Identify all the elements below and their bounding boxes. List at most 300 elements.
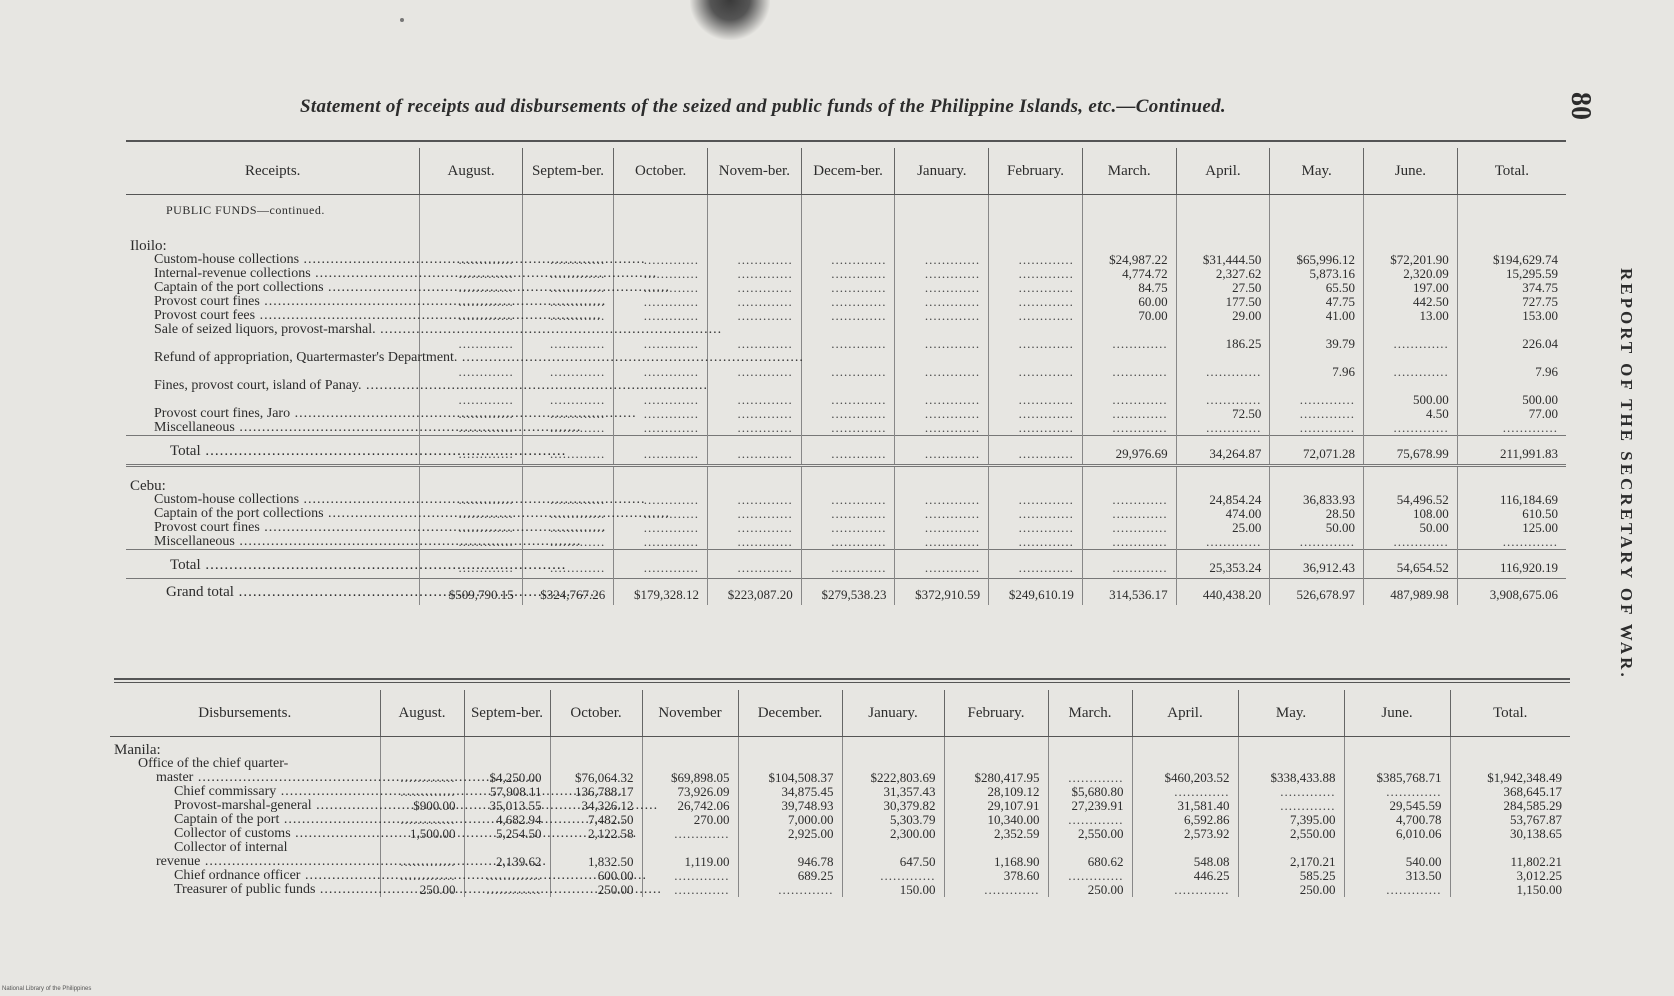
cell-value — [708, 558, 802, 579]
cell-value — [708, 281, 802, 295]
empty-cell — [801, 436, 895, 445]
row-label: Chief ordnance officer ..... — [110, 869, 380, 883]
cell-value — [801, 295, 895, 309]
cell-value — [895, 521, 989, 535]
cell-value — [614, 521, 708, 535]
row-label: Captain of the port collections ..... — [126, 507, 420, 521]
cell-value: 5,873.16 — [1270, 267, 1364, 281]
cell-value: 6,592.86 — [1132, 813, 1238, 827]
cell-value — [614, 535, 708, 550]
cell-value — [642, 841, 738, 855]
empty-cell — [1082, 466, 1176, 474]
cell-value — [642, 827, 738, 841]
row-label: Sale of seized liquors, provost-marshal. ..... — [126, 323, 420, 351]
cell-value — [895, 281, 989, 295]
row-label: Provost court fines, Jaro ..... — [126, 407, 420, 421]
row-label: Collector of customs ..... — [110, 827, 380, 841]
empty-cell — [126, 466, 420, 474]
cell-value: 2,300.00 — [842, 827, 944, 841]
cell-value: 34,875.45 — [738, 785, 842, 799]
cell-value — [1176, 379, 1270, 407]
empty-cell — [1176, 473, 1270, 493]
cell-value: 2,170.21 — [1238, 855, 1344, 869]
column-header-month: June. — [1364, 148, 1458, 195]
cell-value: 30,138.65 — [1510, 826, 1562, 841]
cell-value: 1,119.00 — [642, 855, 738, 869]
cell-value: $900.00 — [380, 799, 464, 813]
spacer-row — [126, 466, 1566, 474]
table-row — [110, 785, 1570, 799]
empty-cell — [1457, 550, 1566, 559]
disbursements-table — [110, 690, 1570, 897]
cell-value: 500.00 — [1522, 392, 1558, 407]
empty-cell — [1270, 195, 1364, 234]
cell-value: 7,395.00 — [1238, 813, 1344, 827]
cell-value — [642, 869, 738, 883]
column-header-month: Total. — [1450, 690, 1570, 737]
row-label: Fines, provost court, island of Panay. ..... — [126, 379, 420, 407]
cell-value: $385,768.71 — [1344, 771, 1450, 785]
page-title: Statement of receipts aud disbursements of the seized and public funds of the Philippine Islands, etc.—Continued. — [300, 96, 1226, 117]
cell-value: $338,433.88 — [1238, 771, 1344, 785]
cell-value — [989, 323, 1083, 351]
empty-cell — [801, 195, 895, 234]
empty-cell — [1364, 233, 1458, 253]
empty-cell — [464, 737, 550, 758]
cell-value: 72.50 — [1176, 407, 1270, 421]
empty-cell — [801, 550, 895, 559]
cell-value: 7,482.50 — [550, 813, 642, 827]
cell-value — [738, 883, 842, 897]
empty-cell — [522, 233, 614, 253]
page-number: 80 — [1565, 92, 1596, 120]
cell-value: 25.00 — [1176, 521, 1270, 535]
table-row — [126, 507, 1566, 521]
cell-value: 39,748.93 — [738, 799, 842, 813]
cell-value — [895, 493, 989, 507]
cell-value: $324,767.26 — [522, 585, 614, 605]
cell-value — [614, 295, 708, 309]
empty-cell — [1176, 550, 1270, 559]
section-iloilo-label: Iloilo: — [126, 233, 420, 253]
cell-value: 442.50 — [1364, 295, 1458, 309]
cell-value: 946.78 — [738, 855, 842, 869]
table-row — [126, 351, 1566, 379]
row-label: Internal-revenue collections ..... — [126, 267, 420, 281]
empty-cell — [642, 757, 738, 771]
cell-value: 28,109.12 — [944, 785, 1048, 799]
empty-cell — [1132, 737, 1238, 758]
cell-value: $179,328.12 — [614, 585, 708, 605]
column-header-month: June. — [1344, 690, 1450, 737]
cell-value — [801, 421, 895, 436]
cell-value: 2,327.62 — [1176, 267, 1270, 281]
cell-value: 250.00 — [1048, 883, 1132, 897]
cell-value: $4,250.00 — [464, 771, 550, 785]
cell-value — [989, 521, 1083, 535]
cell-value: 2,573.92 — [1132, 827, 1238, 841]
empty-cell — [1082, 550, 1176, 559]
empty-cell — [1364, 550, 1458, 559]
cell-value: 6,010.06 — [1344, 827, 1450, 841]
empty-cell — [464, 757, 550, 771]
cell-value — [895, 351, 989, 379]
cell-value: 53,767.87 — [1510, 812, 1562, 827]
cell-value: 5,254.50 — [464, 827, 550, 841]
row-label: Grand total ..... — [126, 585, 420, 605]
cell-value — [614, 558, 708, 579]
empty-cell — [1048, 737, 1132, 758]
column-header-month: October. — [550, 690, 642, 737]
empty-cell — [989, 233, 1083, 253]
empty-cell — [1082, 233, 1176, 253]
cell-value: 27,239.91 — [1048, 799, 1132, 813]
cell-value — [895, 407, 989, 421]
empty-cell — [895, 550, 989, 559]
cell-value: 526,678.97 — [1270, 585, 1364, 605]
cell-value — [1238, 799, 1344, 813]
cell-value — [1082, 379, 1176, 407]
row-label: master ..... — [110, 771, 380, 785]
cell-value: 313.50 — [1344, 869, 1450, 883]
table-row — [126, 295, 1566, 309]
row-label: Chief commissary ..... — [110, 785, 380, 799]
cell-value: 36,833.93 — [1270, 493, 1364, 507]
cell-value: 2,925.00 — [738, 827, 842, 841]
cell-value: 250.00 — [380, 883, 464, 897]
section-rule-thin — [114, 682, 1570, 683]
cell-value: 2,320.09 — [1364, 267, 1458, 281]
library-footer: National Library of the Philippines — [2, 986, 92, 992]
cell-value: 75,678.99 — [1364, 444, 1458, 466]
cell-value — [738, 841, 842, 855]
empty-cell — [380, 757, 464, 771]
row-label: Total ..... — [126, 444, 420, 466]
cell-value — [614, 444, 708, 466]
cell-value: 54,654.52 — [1364, 558, 1458, 579]
top-rule — [126, 140, 1566, 142]
cell-value — [1082, 421, 1176, 436]
empty-cell — [895, 233, 989, 253]
cell-value — [801, 521, 895, 535]
cell-value — [895, 309, 989, 323]
cell-value — [944, 883, 1048, 897]
cell-value: $72,201.90 — [1364, 253, 1458, 267]
cell-value: 378.60 — [944, 869, 1048, 883]
cell-value — [801, 351, 895, 379]
cell-value — [801, 281, 895, 295]
cell-value — [989, 253, 1083, 267]
cell-value: 116,920.19 — [1499, 560, 1558, 575]
cell-value: $223,087.20 — [708, 585, 802, 605]
cell-value: 31,357.43 — [842, 785, 944, 799]
empty-cell — [1364, 195, 1458, 234]
cell-value — [1048, 841, 1132, 855]
cell-value: 585.25 — [1238, 869, 1344, 883]
section-rule — [114, 678, 1570, 680]
cell-value — [708, 309, 802, 323]
cell-value: 30,379.82 — [842, 799, 944, 813]
cell-value: 647.50 — [842, 855, 944, 869]
office-heading — [110, 757, 1570, 771]
empty-cell — [614, 550, 708, 559]
cell-value — [989, 351, 1083, 379]
cell-value: $280,417.95 — [944, 771, 1048, 785]
table-row — [126, 407, 1566, 421]
cell-value — [380, 841, 464, 855]
cell-value: 50.00 — [1364, 521, 1458, 535]
row-label: Custom-house collections ..... — [126, 493, 420, 507]
table-row — [110, 855, 1570, 869]
cell-value — [1082, 535, 1176, 550]
cell-value — [895, 379, 989, 407]
row-label: Collector of internal — [110, 841, 380, 855]
cell-value: 60.00 — [1082, 295, 1176, 309]
empty-cell — [801, 473, 895, 493]
empty-cell — [738, 757, 842, 771]
cell-value: 29,976.69 — [1082, 444, 1176, 466]
row-label: Treasurer of public funds ..... — [110, 883, 380, 897]
cell-value: 70.00 — [1082, 309, 1176, 323]
cell-value — [708, 253, 802, 267]
column-header-month: October. — [614, 148, 708, 195]
empty-cell — [1344, 757, 1450, 771]
empty-cell — [1457, 473, 1566, 493]
cell-value: 250.00 — [1238, 883, 1344, 897]
cell-value — [989, 407, 1083, 421]
table-row — [110, 883, 1570, 897]
empty-cell — [801, 233, 895, 253]
empty-cell — [1270, 436, 1364, 445]
cell-value — [1238, 785, 1344, 799]
empty-cell — [1082, 473, 1176, 493]
cell-value — [1364, 351, 1458, 379]
empty-cell — [1450, 757, 1570, 771]
cell-value — [1132, 841, 1238, 855]
empty-cell — [944, 757, 1048, 771]
cell-value — [989, 267, 1083, 281]
table-row — [110, 799, 1570, 813]
cell-value: 35,013.55 — [464, 799, 550, 813]
cell-value — [1132, 883, 1238, 897]
cell-value: 65.50 — [1270, 281, 1364, 295]
row-label: Provost court fines ..... — [126, 295, 420, 309]
empty-cell — [522, 473, 614, 493]
cell-value — [1344, 785, 1450, 799]
cell-value: $222,803.69 — [842, 771, 944, 785]
cell-value — [895, 267, 989, 281]
cell-value: 41.00 — [1270, 309, 1364, 323]
cell-value: 36,912.43 — [1270, 558, 1364, 579]
cell-value: 689.25 — [738, 869, 842, 883]
empty-cell — [1270, 473, 1364, 493]
empty-cell — [738, 737, 842, 758]
empty-cell — [1176, 233, 1270, 253]
cell-value: 73,926.09 — [642, 785, 738, 799]
cell-value: $5,680.80 — [1048, 785, 1132, 799]
empty-cell — [550, 757, 642, 771]
cell-value — [989, 421, 1083, 436]
empty-cell — [1344, 737, 1450, 758]
cell-value: 31,581.40 — [1132, 799, 1238, 813]
cell-value — [801, 444, 895, 466]
empty-cell — [614, 466, 708, 474]
cell-value — [1450, 841, 1570, 855]
cell-value: 29,107.91 — [944, 799, 1048, 813]
cell-value: 25,353.24 — [1176, 558, 1270, 579]
cell-value: 284,585.29 — [1503, 798, 1562, 813]
cell-value: 440,438.20 — [1176, 585, 1270, 605]
cell-value — [989, 535, 1083, 550]
cell-value — [801, 253, 895, 267]
empty-cell — [522, 195, 614, 234]
cell-value — [708, 295, 802, 309]
empty-cell — [895, 473, 989, 493]
empty-cell — [1364, 473, 1458, 493]
cell-value — [614, 421, 708, 436]
table-row — [126, 281, 1566, 295]
cell-value — [989, 493, 1083, 507]
empty-cell — [420, 466, 522, 474]
cell-value — [708, 535, 802, 550]
empty-cell — [420, 473, 522, 493]
stray-mark — [400, 18, 404, 22]
cell-value: 108.00 — [1364, 507, 1458, 521]
cell-value — [708, 493, 802, 507]
cell-value — [708, 267, 802, 281]
column-header-month: April. — [1132, 690, 1238, 737]
cell-value — [1082, 493, 1176, 507]
cell-value: $460,203.52 — [1132, 771, 1238, 785]
cell-value: $76,064.32 — [550, 771, 642, 785]
cell-value — [1176, 535, 1270, 550]
cell-value: 24,854.24 — [1176, 493, 1270, 507]
cell-value — [801, 379, 895, 407]
cell-value — [944, 841, 1048, 855]
cell-value — [895, 421, 989, 436]
empty-cell — [1082, 195, 1176, 234]
empty-cell — [1457, 195, 1566, 234]
column-header-month: March. — [1082, 148, 1176, 195]
cell-value: 54,496.52 — [1364, 493, 1458, 507]
cell-value — [1176, 351, 1270, 379]
cell-value — [708, 421, 802, 436]
cell-value: 29,545.59 — [1344, 799, 1450, 813]
cell-value — [1270, 379, 1364, 407]
cell-value — [1270, 535, 1364, 550]
section-cebu-label: Cebu: — [126, 473, 420, 493]
grand-total-row — [126, 585, 1566, 605]
cell-value — [1364, 323, 1458, 351]
cell-value — [895, 323, 989, 351]
cell-value — [801, 493, 895, 507]
empty-cell — [614, 233, 708, 253]
empty-cell — [842, 737, 944, 758]
empty-cell — [801, 466, 895, 474]
cell-value: $24,987.22 — [1082, 253, 1176, 267]
cell-value: $69,898.05 — [642, 771, 738, 785]
cell-value: 1,168.90 — [944, 855, 1048, 869]
table-row — [126, 323, 1566, 351]
cell-value — [550, 841, 642, 855]
table-row — [126, 267, 1566, 281]
row-label: Provost court fees ..... — [126, 309, 420, 323]
column-header-month: May. — [1270, 148, 1364, 195]
cell-value: 47.75 — [1270, 295, 1364, 309]
empty-cell — [1176, 466, 1270, 474]
cell-value: $31,444.50 — [1176, 253, 1270, 267]
empty-cell — [708, 436, 802, 445]
cell-value: 150.00 — [842, 883, 944, 897]
cell-value — [708, 407, 802, 421]
row-label: Miscellaneous ..... — [126, 421, 420, 436]
cell-value: 2,352.59 — [944, 827, 1048, 841]
column-header-label: Receipts. — [126, 148, 420, 195]
cell-value — [1082, 521, 1176, 535]
cell-value: 77.00 — [1528, 406, 1558, 421]
cell-value — [801, 407, 895, 421]
row-label: Captain of the port ..... — [110, 813, 380, 827]
total-row — [126, 444, 1566, 466]
cell-value: 5,303.79 — [842, 813, 944, 827]
cell-value: $509,790.15 — [420, 585, 522, 605]
cell-value: 226.04 — [1522, 336, 1558, 351]
cell-value: 10,340.00 — [944, 813, 1048, 827]
cell-value: 34,326.12 — [550, 799, 642, 813]
cell-value — [1082, 507, 1176, 521]
cell-value: 136,788.17 — [550, 785, 642, 799]
empty-cell — [989, 436, 1083, 445]
cell-value: 197.00 — [1364, 281, 1458, 295]
column-header-month: February. — [989, 148, 1083, 195]
cell-value: 2,139.62 — [464, 855, 550, 869]
cell-value — [1082, 351, 1176, 379]
cell-value: 11,802.21 — [1510, 854, 1562, 869]
column-header-month: March. — [1048, 690, 1132, 737]
cell-value — [895, 295, 989, 309]
cell-value — [895, 253, 989, 267]
continued-heading-label: PUBLIC FUNDS—continued. — [126, 195, 420, 234]
empty-cell — [642, 737, 738, 758]
cell-value — [801, 558, 895, 579]
empty-cell — [614, 473, 708, 493]
empty-cell — [989, 550, 1083, 559]
cell-value: 57,908.11 — [464, 785, 550, 799]
table-row — [126, 521, 1566, 535]
table-row — [126, 421, 1566, 436]
table-row — [110, 869, 1570, 883]
cell-value: 2,550.00 — [1238, 827, 1344, 841]
cell-value: 15,295.59 — [1506, 266, 1558, 281]
receipts-table — [126, 148, 1566, 605]
cell-value — [989, 295, 1083, 309]
empty-cell — [1270, 550, 1364, 559]
cell-value — [464, 841, 550, 855]
cell-value: 29.00 — [1176, 309, 1270, 323]
section-cebu — [126, 473, 1566, 493]
cell-value — [1238, 841, 1344, 855]
cell-value — [1457, 421, 1566, 436]
cell-value — [1344, 883, 1450, 897]
cell-value: 500.00 — [1364, 379, 1458, 407]
cell-value: 1,500.00 — [380, 827, 464, 841]
row-label: Custom-house collections ..... — [126, 253, 420, 267]
table-row — [110, 827, 1570, 841]
empty-cell — [708, 233, 802, 253]
cell-value — [1048, 869, 1132, 883]
empty-cell — [1048, 757, 1132, 771]
cell-value: 374.75 — [1522, 280, 1558, 295]
